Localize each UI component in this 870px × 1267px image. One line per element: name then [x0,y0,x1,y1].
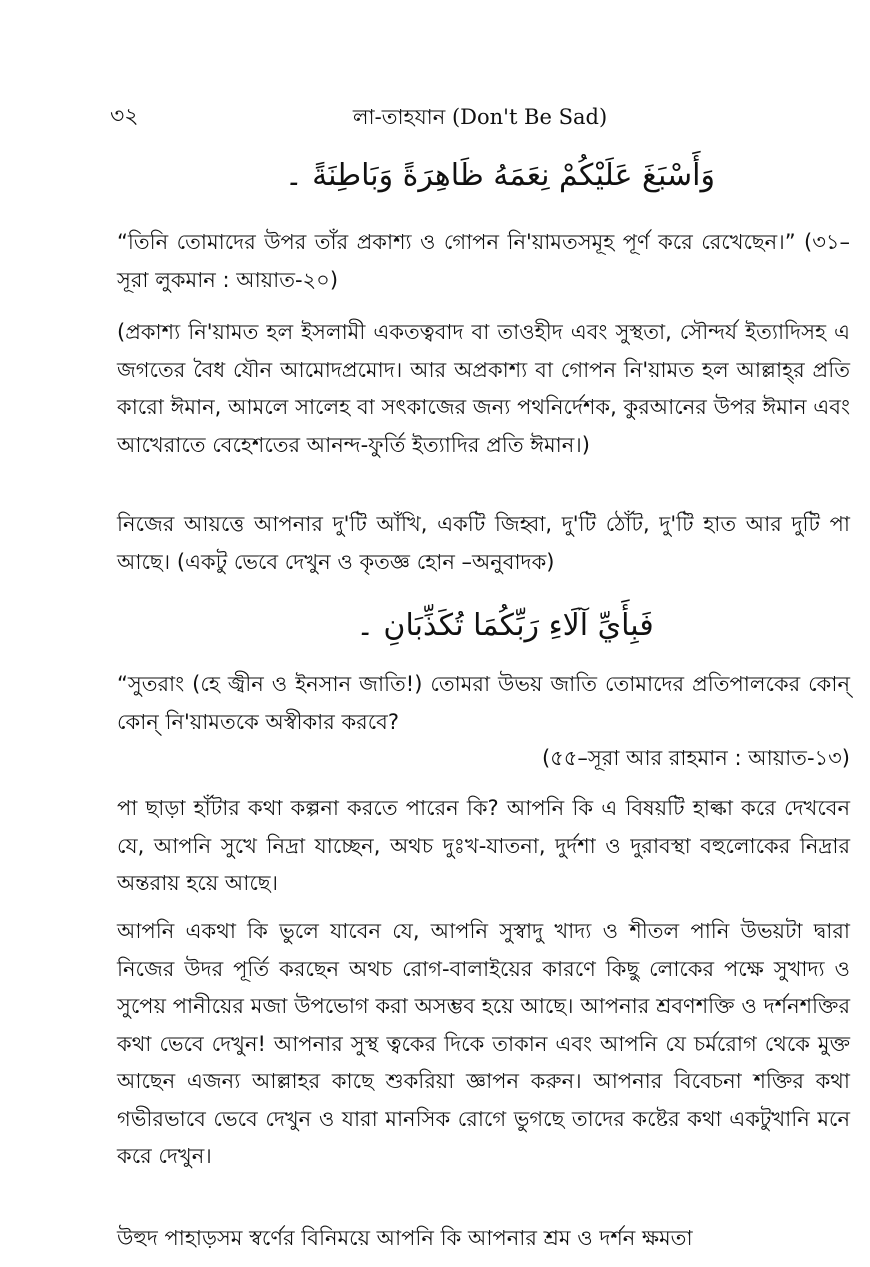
paragraph-rahman-translation: “সুতরাং (হে জ্বীন ও ইনসান জাতি!) তোমরা উভয় জাতি তোমাদের প্রতিপালকের কোন্ কোন্ নি'য়ামতকে অস্বীকার করবে? [117,672,850,734]
page-number: ৩২ [110,104,139,129]
paragraph-uhud: উহুদ পাহাড়সম স্বর্ণের বিনিময়ে আপনি কি আপনার শ্রম ও দর্শন ক্ষমতা [117,1226,693,1250]
running-title: লা-তাহযান (Don't Be Sad) [352,105,608,129]
reference-rahman: (৫৫–সূরা আর রাহমান : আয়াত-১৩) [541,746,850,770]
paragraph-body-parts: নিজের আয়ত্তে আপনার দু'টি আঁখি, একটি জিহ্বা, দু'টি ঠোঁট, দু'টি হাত আর দুটি পা আছে। (একটু ভেবে দেখুন ও কৃতজ্ঞ হোন –অনুবাদক) [117,512,850,574]
paragraph-explanation: (প্রকাশ্য নি'য়ামত হল ইসলামী একতত্ববাদ বা তাওহীদ এবং সুস্থতা, সৌন্দর্য ইত্যাদিসহ এ জগতের বৈধ যৌন আমোদপ্রমোদ। আর অপ্রকাশ্য বা গোপন নি'য়ামত হল আল্লাহ্‌র প্রতি কারো ঈমান, আমলে সালেহ বা সৎকাজের জন্য পথনির্দেশক, কুরআনের উপর ঈমান এবং আখেরাতে বেহেশতের আনন্দ-ফুর্তি ইত্যাদির প্রতি ঈমান।) [117,320,850,457]
arabic-verse-luqman: وَأَسْبَغَ عَلَيْكُمْ نِعَمَهُ ظَاهِرَةً وَبَاطِنَةً ۔ [284,158,715,193]
arabic-verse-rahman: فَبِأَيِّ آلَاءِ رَبِّكُمَا تُكَذِّبَانِ ۔ [356,608,654,643]
page-header [110,100,850,134]
paragraph-verse-translation: “তিনি তোমাদের উপর তাঁর প্রকাশ্য ও গোপন নি'য়ামতসমূহ পূর্ণ করে রেখেছেন।” (৩১–সূরা লুকমান : আয়াত-২০) [117,230,850,292]
paragraph-walking: পা ছাড়া হাঁটার কথা কল্পনা করতে পারেন কি? আপনি কি এ বিষয়টি হাল্কা করে দেখবেন যে, আপনি সুখে নিদ্রা যাচ্ছেন, অথচ দুঃখ-যাতনা, দুর্দশা ও দুরাবস্থা বহুলোকের নিদ্রার অন্তরায় হয়ে আছে। [117,796,850,895]
paragraph-blessings: আপনি একথা কি ভুলে যাবেন যে, আপনি সুস্বাদু খাদ্য ও শীতল পানি উভয়টা দ্বারা নিজের উদর পূর্তি করছেন অথচ রোগ-বালাইয়ের কারণে কিছু লোকের পক্ষে সুখাদ্য ও সুপেয় পানীয়ের মজা উপভোগ করা অসম্ভব হয়ে আছে। আপনার শ্রবণশক্তি ও দর্শনশক্তির কথা ভেবে দেখুন! আপনার সুস্থ ত্বকের দিকে তাকান এবং আপনি যে চর্মরোগ থেকে মুক্ত আছেন এজন্য আল্লাহর কাছে শুকরিয়া জ্ঞাপন করুন। আপনার বিবেচনা শক্তির কথা গভীরভাবে ভেবে দেখুন ও যারা মানসিক রোগে ভুগছে তাদের কষ্টের কথা একটুখানি মনে করে দেখুন। [117,919,850,1168]
